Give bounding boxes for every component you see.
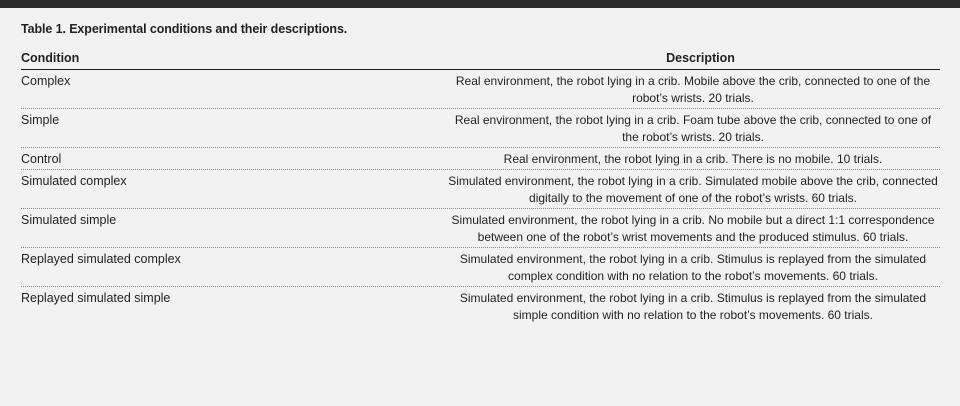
cell-condition: Replayed simulated complex [21,252,181,266]
conditions-table [21,49,940,325]
table-row [21,70,940,109]
cell-condition: Simulated simple [21,213,117,227]
cell-description: Real environment, the robot lying in a crib. Mobile above the crib, connected to one of the robot’s wrists. 20 trials. [455,74,931,105]
table-header [21,49,940,70]
cell-description: Simulated environment, the robot lying in a crib. Stimulus is replayed from the simulated complex condition with no relation to the robot’s movements. 60 trials. [459,252,927,283]
cell-description: Simulated environment, the robot lying in a crib. Simulated mobile above the crib, connected digitally to the movement of one of the robot’s wrists. 60 trials. [448,174,938,205]
header-description: Description [666,51,735,65]
document-page [0,8,960,406]
cell-condition: Simple [21,113,60,127]
table-row [21,287,940,325]
header-condition: Condition [21,51,80,65]
top-bar [0,0,960,8]
cell-description: Real environment, the robot lying in a crib. Foam tube above the crib, connected to one of the robot’s wrists. 20 trials. [454,113,932,144]
table-row [21,148,940,170]
table-caption: Table 1. Experimental conditions and their descriptions. [21,22,348,36]
table-row [21,209,940,248]
table-row [21,248,940,287]
cell-condition: Complex [21,74,71,88]
table-row [21,109,940,148]
cell-condition: Replayed simulated simple [21,291,171,305]
cell-description: Real environment, the robot lying in a crib. There is no mobile. 10 trials. [503,152,883,166]
cell-description: Simulated environment, the robot lying in a crib. No mobile but a direct 1:1 correspondence between one of the robot’s wrist movements and the produced stimulus. 60 trials. [451,213,935,244]
cell-condition: Control [21,152,62,166]
cell-description: Simulated environment, the robot lying in a crib. Stimulus is replayed from the simulated simple condition with no relation to the robot’s movements. 60 trials. [459,291,927,322]
table-row [21,170,940,209]
cell-condition: Simulated complex [21,174,127,188]
